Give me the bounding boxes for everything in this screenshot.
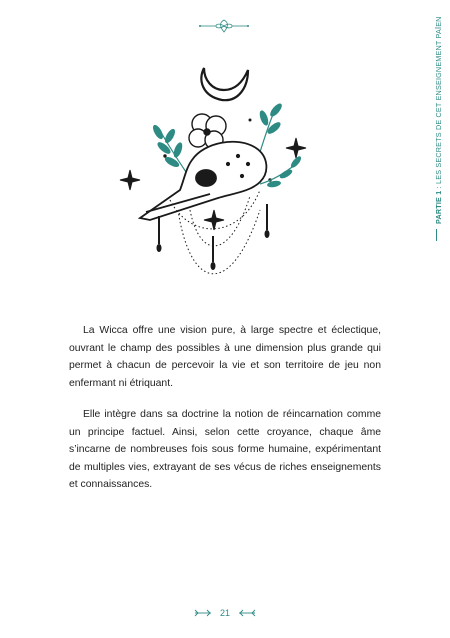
floral-ornament-icon xyxy=(198,18,250,34)
arrow-ornament-right-icon xyxy=(238,606,256,620)
chapter-side-text xyxy=(434,16,443,224)
bird-skull-icon xyxy=(140,142,266,220)
part-separator: : xyxy=(434,183,443,191)
bird-skull-moon-illustration xyxy=(110,60,320,300)
chapter-side-tab xyxy=(424,16,444,224)
leaf-branch-left xyxy=(151,123,186,172)
body-text xyxy=(69,322,381,508)
side-rule xyxy=(436,229,437,241)
paragraph: Elle intègre dans sa doctrine la notion de réincarnation comme un principe factuel. Ainsi, selon cette croyance, chaque âme s’incarne de nombreuses fois sous forme humaine, expérimentant de multiples vies, extrayant de ses vécus de riches enseignements et connaissances. xyxy=(69,409,381,490)
paragraph: La Wicca offre une vision pure, à large spectre et éclectique, ouvrant le champ des possibles à une dimension plus grande qui permet à chacun de percevoir la vie et son territoire de jeu non enfermant ni étriquant. xyxy=(69,325,381,389)
page-number: 21 xyxy=(219,608,230,618)
page-footer xyxy=(190,606,260,620)
crescent-moon-icon xyxy=(201,68,248,100)
part-label: PARTIE 1 xyxy=(434,190,443,224)
chapter-title: LES SECRETS DE CET ENSEIGNEMENT PAÏEN xyxy=(434,16,443,184)
